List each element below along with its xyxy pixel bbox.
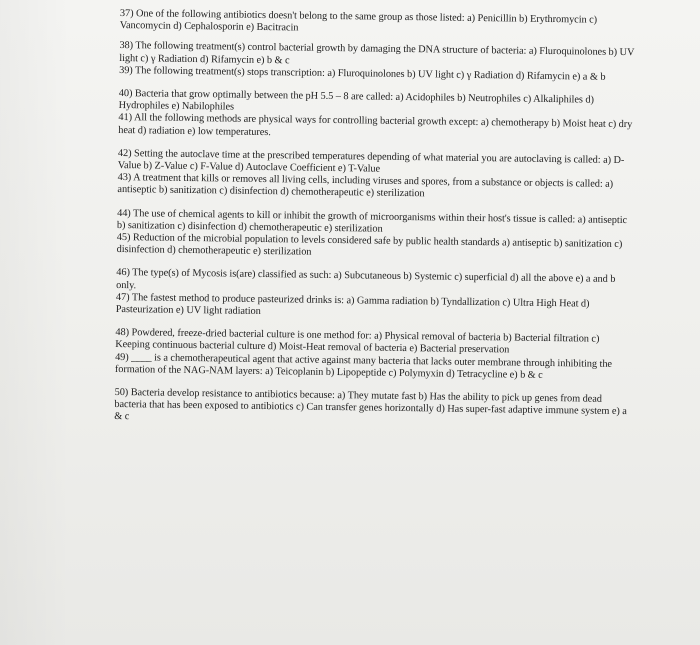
question-37: 37) One of the following antibiotics doesn't belong to the same group as those listed: a) Penicillin b) Erythromycin c) Vancomycin d) Cephalosporin e) Bacitracin <box>119 8 598 34</box>
page-shadow <box>0 0 70 645</box>
question-39: 39) The following treatment(s) stops transcription: a) Fluroquinolones b) UV light c) γ Radiation d) Rifamycin e) a & b <box>119 64 606 83</box>
question-42: 42) Setting the autoclave time at the prescribed temperatures depending of what material you are autoclaving is called: a) D-Value b) Z-Value c) F-Value d) Autoclave Coefficient e) T-Value <box>117 147 625 175</box>
question-45: 45) Reduction of the microbial population to levels considered safe by public health standards a) antiseptic b) sanitization c) disinfection d) chemotherapeutic e) sterilization <box>116 232 623 258</box>
question-43: 43) A treatment that kills or removes all living cells, including viruses and spores, from a substance or objects is called: a) antiseptic b) sanitization c) disinfection d) chemotherapeutic e) sterilization <box>117 172 614 200</box>
question-47: 47) The fastest method to produce pasteurized drinks is: a) Gamma radiation b) Tyndallization c) Ultra High Heat d) Pasteurization e) UV light radiation <box>115 291 590 318</box>
question-50: 50) Bacteria develop resistance to antibiotics because: a) They mutate fast b) Has the ability to pick up genes from dead bacteria that has been exposed to antibiotics c) Can transfer genes horizontally d) Has super-fast adaptive immune system e) a & c <box>114 387 627 423</box>
question-list <box>114 8 640 431</box>
question-44: 44) The use of chemical agents to kill or inhibit the growth of microorganisms within their host's tissue is called: a) antiseptic b) sanitization c) disinfection d) chemotherapeutic e) sterilization <box>116 207 628 235</box>
question-49: 49) ____ is a chemotherapeutical agent that active against many bacteria that lacks outer membrane through inhibiting the formation of the NAG-NAM layers: a) Teicoplanin b) Lipopeptide c) Polymyxin d) Tetracycline e) b & c <box>114 351 613 381</box>
question-41: 41) All the following methods are physical ways for controlling bacterial growth except: a) chemotherapy b) Moist heat c) dry heat d) radiation e) low temperatures. <box>118 112 633 138</box>
question-38: 38) The following treatment(s) control bacterial growth by damaging the DNA structure of bacteria: a) Fluroquinolones b) UV light c) γ Radiation d) Rifamycin e) b & c <box>119 40 635 66</box>
question-46: 46) The type(s) of Mycosis is(are) classified as such: a) Subcutaneous b) Systemic c) superficial d) all the above e) a and b only. <box>116 267 616 291</box>
question-40: 40) Bacteria that grow optimally between the pH 5.5 – 8 are called: a) Acidophiles b) Neutrophiles c) Alkaliphiles d) Hydrophiles e) Nabilophiles <box>118 88 594 113</box>
question-48: 48) Powdered, freeze-dried bacterial culture is one method for: a) Physical removal of bacteria b) Bacterial filtration c) Keeping continuous bacterial culture d) Moist-Heat removal of bacteria e) Bacterial preservation <box>115 327 600 356</box>
